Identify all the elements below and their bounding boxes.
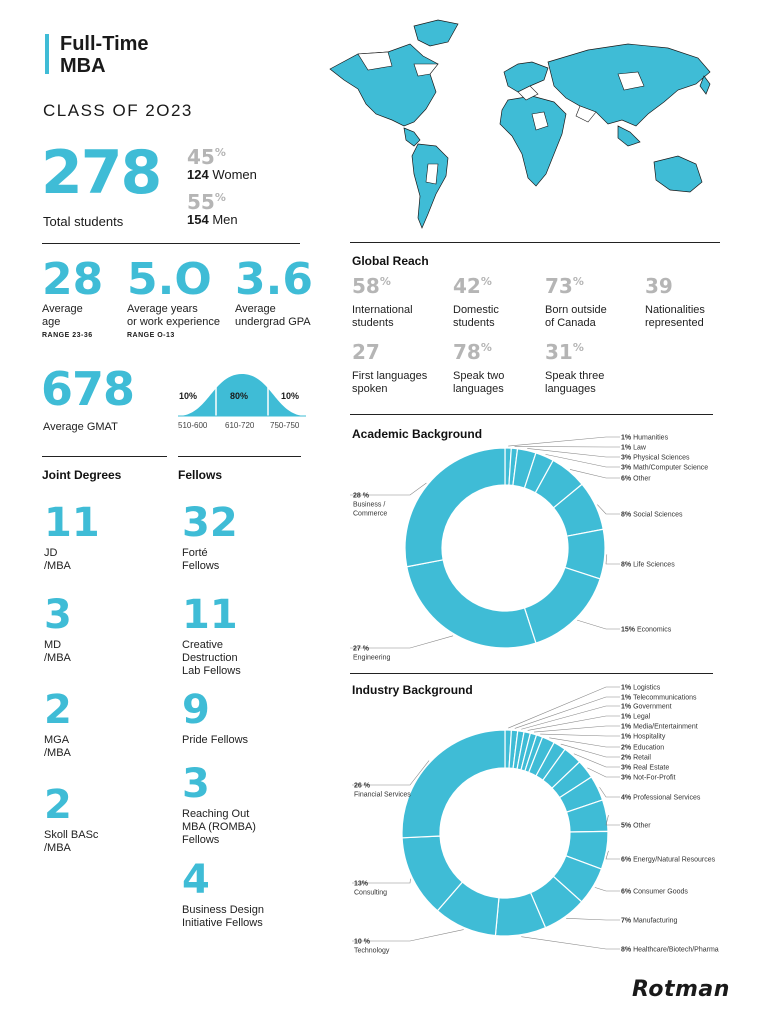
label-business-commerce: 28 % Business / Commerce [353, 492, 388, 518]
label-engineering: 27 % Engineering [353, 645, 391, 662]
stat-age: 28 Average age RANGE 23-36 [42, 254, 104, 339]
industry-donut-chart [330, 678, 750, 960]
industry-background-title: Industry Background [352, 683, 473, 697]
label-energy-natural-resources: 6% Energy/Natural Resources [621, 856, 716, 864]
gmat-band-mid-range: 610-720 [225, 421, 255, 430]
leader-economics [577, 620, 620, 629]
label-real-estate: 3% Real Estate [621, 764, 670, 772]
global-born-outside: 73% Born outside of Canada [545, 274, 607, 329]
leader-humanities [508, 437, 620, 446]
slice-business-commerce [405, 448, 505, 567]
gmat-value: 678 [41, 362, 135, 416]
label-social-sciences: 8% Social Sciences [621, 511, 683, 519]
slice-engineering [407, 560, 536, 648]
label-life-sciences: 8% Life Sciences [621, 561, 675, 569]
gmat-band-low-range: 510-600 [178, 421, 208, 430]
leader-logistics [508, 687, 620, 728]
stat-work-experience: 5.O Average years or work experience RANGE O-13 [127, 254, 220, 339]
leader-energy-natural-resources [606, 851, 620, 859]
label-consumer-goods: 6% Consumer Goods [621, 888, 688, 896]
fellows-title: Fellows [178, 468, 223, 482]
label-retail: 2% Retail [621, 754, 651, 762]
leader-telecommunications [515, 697, 620, 728]
divider-academic [350, 414, 713, 415]
label-government: 1% Government [621, 703, 672, 711]
leader-professional-services [600, 787, 620, 797]
global-nationalities: 39 Nationalities represented [645, 274, 705, 329]
joint-degree-md: 3 MD /MBA [44, 592, 72, 664]
global-first-languages: 27 First languages spoken [352, 340, 428, 395]
label-economics: 15% Economics [621, 626, 672, 634]
label-other: 6% Other [621, 475, 651, 483]
fellow-pride: 9 Pride Fellows [182, 687, 249, 746]
label-logistics: 1% Logistics [621, 684, 661, 692]
class-of: CLASS OF 2O23 [43, 101, 193, 120]
label-healthcare-biotech-pharma: 8% Healthcare/Biotech/Pharma [621, 946, 719, 954]
slice-economics [524, 567, 600, 643]
label-consulting: 13% Consulting [354, 880, 388, 897]
divider-1 [42, 243, 300, 244]
slice-financial-services [402, 730, 505, 838]
world-map-illustration [318, 14, 748, 236]
rotman-logo: Rotman [632, 977, 730, 1002]
women-count: 124 Women [187, 167, 257, 182]
label-hospitality: 1% Hospitality [621, 733, 666, 741]
fellow-business-design: 4 Business Design Initiative Fellows [182, 857, 264, 929]
academic-donut-chart [330, 425, 730, 665]
label-telecommunications: 1% Telecommunications [621, 694, 697, 702]
leader-consumer-goods [595, 887, 620, 891]
leader-manufacturing [566, 918, 620, 920]
leader-legal [528, 716, 620, 730]
joint-degree-jd: 11 JD /MBA [44, 500, 100, 572]
gmat-band-low-pct: 10% [179, 391, 198, 401]
divider-industry [350, 673, 713, 674]
label-math-computer-science: 3% Math/Computer Science [621, 464, 709, 472]
divider-joint [42, 456, 167, 457]
title-bar-accent [45, 34, 49, 74]
label-education: 2% Education [621, 744, 665, 752]
leader-hospitality [540, 734, 620, 736]
divider-fellows [178, 456, 301, 457]
divider-global [350, 242, 720, 243]
label-professional-services: 4% Professional Services [621, 794, 701, 802]
label-financial-services: 26 % Financial Services [354, 782, 411, 799]
fellow-forte: 32 Forté Fellows [182, 500, 238, 572]
academic-background-title: Academic Background [352, 427, 483, 441]
label-legal: 1% Legal [621, 713, 651, 721]
label-not-for-profit: 3% Not-For-Profit [621, 774, 676, 782]
global-domestic: 42% Domestic students [453, 274, 499, 329]
gmat-label: Average GMAT [43, 421, 118, 433]
joint-degrees-title: Joint Degrees [42, 468, 122, 482]
leader-not-for-profit [587, 768, 620, 777]
leader-law [515, 446, 620, 447]
joint-degree-skoll: 2 Skoll BASc /MBA [44, 782, 99, 854]
women-pct: 45% [187, 145, 226, 169]
label-law: 1% Law [621, 444, 646, 452]
total-students-label: Total students [43, 214, 124, 229]
label-technology: 10 % Technology [354, 938, 390, 955]
fellow-cdl: 11 Creative Destruction Lab Fellows [182, 592, 241, 677]
label-manufacturing: 7% Manufacturing [621, 917, 678, 925]
men-pct: 55% [187, 190, 226, 214]
page-title: Full-Time MBA [60, 33, 149, 77]
gmat-band-high-pct: 10% [281, 391, 300, 401]
global-reach-title: Global Reach [352, 254, 429, 268]
label-media-entertainment: 1% Media/Entertainment [621, 723, 698, 731]
total-students-value: 278 [41, 138, 161, 208]
global-two-languages: 78% Speak two languages [453, 340, 505, 395]
leader-other [570, 469, 620, 478]
fellow-romba: 3 Reaching Out MBA (ROMBA) Fellows [182, 761, 256, 846]
label-physical-sciences: 3% Physical Sciences [621, 454, 690, 462]
label-humanities: 1% Humanities [621, 434, 669, 442]
leader-life-sciences [606, 554, 620, 564]
global-three-languages: 31% Speak three languages [545, 340, 605, 395]
gmat-band-high-range: 750-750 [270, 421, 300, 430]
gmat-band-mid-pct: 80% [230, 391, 249, 401]
leader-healthcare-biotech-pharma [521, 937, 620, 949]
label-other: 5% Other [621, 822, 651, 830]
stat-gpa: 3.6 Average undergrad GPA [235, 254, 313, 328]
leader-social-sciences [597, 505, 620, 514]
joint-degree-mga: 2 MGA /MBA [44, 687, 72, 759]
men-count: 154 Men [187, 212, 238, 227]
global-international: 58% International students [352, 274, 413, 329]
